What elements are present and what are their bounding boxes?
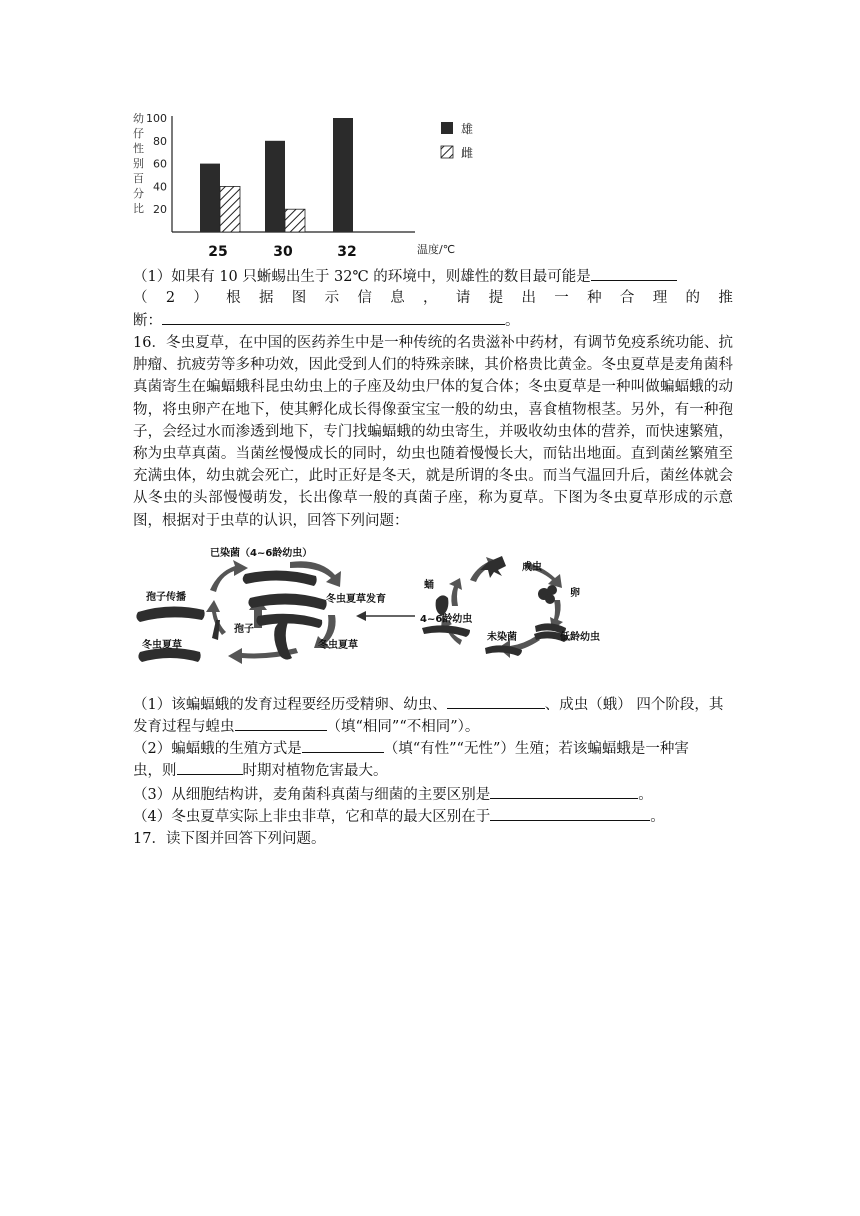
y-tick-label: 60 <box>153 157 167 171</box>
q16-sub2-text-c: 虫，则 <box>133 763 177 779</box>
q15-sub2-char: 信 <box>357 290 372 306</box>
q16-sub2-answer-blank-b[interactable] <box>177 759 243 775</box>
q15-sub2-char: 推 <box>718 290 733 306</box>
y-axis-label-char: 别 <box>133 157 144 170</box>
q15-sub1 <box>133 265 733 288</box>
x-tick-label: 25 <box>208 244 228 260</box>
x-axis-ticks <box>208 244 356 260</box>
q16-sub3-end: 。 <box>638 787 653 803</box>
q16-sub1-text-b: 、成虫（蛾） 四个阶段，其 <box>544 697 724 713</box>
q15-sub2-char: 提 <box>488 290 504 306</box>
q15-sub2-tail <box>133 309 733 332</box>
q15-sub2-char: 合 <box>619 290 635 306</box>
q15-sub2-char: 息 <box>390 290 405 306</box>
q15-sub2-end: 。 <box>505 313 520 329</box>
q15-sub2-char: 根 <box>226 290 241 306</box>
label-spore: 孢子 <box>234 624 254 635</box>
legend-label-male: 雄 <box>461 122 474 136</box>
bar-female-30 <box>285 209 305 232</box>
q16-sub3-text: （3）从细胞结构讲，麦角菌科真菌与细菌的主要区别是 <box>133 787 491 803</box>
q16-sub4 <box>133 805 733 828</box>
label-uninfected: 未染菌 <box>487 632 517 643</box>
y-axis-label-char: 分 <box>133 187 144 200</box>
q16-sub1-answer-blank-b[interactable] <box>235 715 327 731</box>
q16-sub1-line1 <box>133 693 733 716</box>
label-spore-spread: 孢子传播 <box>146 592 186 603</box>
bars <box>200 118 353 232</box>
q16-sub2-line2 <box>133 759 733 782</box>
label-egg: 卵 <box>570 588 580 599</box>
x-tick-label: 32 <box>337 244 357 260</box>
bar-male-32 <box>333 118 353 232</box>
bar-male-30 <box>265 141 285 232</box>
q16-sub2-text-a: （2）蝙蝠蛾的生殖方式是 <box>133 741 302 757</box>
q16-sub4-end: 。 <box>650 809 665 825</box>
diagram-labels <box>142 546 600 651</box>
sex-ratio-bar-chart <box>125 108 485 264</box>
q16-sub3-answer-blank[interactable] <box>490 783 638 799</box>
q15-sub2-char: 示 <box>324 290 340 306</box>
q16-sub3 <box>133 783 733 806</box>
q16-sub1-answer-blank-a[interactable] <box>447 693 545 709</box>
bar-female-25 <box>220 186 240 232</box>
q15-sub2-char: ） <box>193 290 208 306</box>
q15-sub2-char: 出 <box>521 290 536 306</box>
label-cordyceps-right: 冬虫夏草 <box>318 640 358 651</box>
label-infected: 已染菌（4~6龄幼虫） <box>210 548 313 559</box>
q16-sub2-line1 <box>133 737 733 760</box>
y-axis-ticks <box>146 112 167 216</box>
q16-sub4-answer-blank[interactable] <box>490 805 650 821</box>
label-larva-4-6: 4~6龄幼虫 <box>420 614 473 625</box>
q16-sub2-text-d: 时期对植物危害最大。 <box>242 763 388 779</box>
q16-sub1-text-c: 发育过程与蝗虫 <box>133 719 235 735</box>
y-tick-label: 40 <box>153 180 167 194</box>
label-cordyceps-left: 冬虫夏草 <box>142 640 182 651</box>
legend-swatch-female <box>441 146 453 158</box>
connecting-arrow <box>356 611 415 621</box>
q15-sub2 <box>133 287 733 309</box>
bar-male-25 <box>200 164 220 232</box>
y-axis-label <box>133 111 144 215</box>
q16-sub1-text-a: （1）该蝙蝠蛾的发育过程要经历受精卵、幼虫、 <box>133 697 447 713</box>
q15-sub1-answer-blank[interactable] <box>591 265 677 281</box>
q17-prompt: 17．读下图并回答下列问题。 <box>133 831 326 847</box>
y-axis-label-char: 比 <box>133 202 144 215</box>
q15-sub2-char: 一 <box>554 290 569 306</box>
x-tick-label: 30 <box>273 244 293 260</box>
label-adult: 成虫 <box>522 562 542 573</box>
q16-sub1-text-d: （填“相同”“不相同”）。 <box>326 719 480 735</box>
q16-sub2-answer-blank-a[interactable] <box>302 737 384 753</box>
q15-sub2-char: 的 <box>685 290 701 306</box>
label-pupa: 蛹 <box>424 580 434 591</box>
q15-sub2-char: 图 <box>291 290 307 306</box>
q15-sub2-char: 请 <box>455 290 471 306</box>
q15-sub2-char: 种 <box>587 290 602 306</box>
q15-sub2-char: 据 <box>258 290 274 306</box>
y-axis-label-char: 仔 <box>133 127 144 140</box>
q15-sub2-answer-blank[interactable] <box>162 309 505 325</box>
q15-sub2-char: （ <box>133 290 148 306</box>
q16-sub1-line2 <box>133 715 733 738</box>
legend-label-female: 雌 <box>461 146 474 160</box>
q15-sub2-char: 理 <box>652 290 668 306</box>
q15-sub2-char: 2 <box>165 290 176 306</box>
label-development: 冬虫夏草发育 <box>326 594 386 605</box>
y-tick-label: 100 <box>146 112 167 125</box>
q16-paragraph: 16．冬虫夏草，在中国的医药养生中是一种传统的名贵滋补中药材，有调节免疫系统功能、抗肿瘤、抗疲劳等多种功效，因此受到人们的特殊亲睐，其价格贵比黄金。冬虫夏草是麦角菌科真菌寄生在蝙蝠蛾科昆虫幼虫上的子座及幼虫尸体的复合体；冬虫夏草是一种叫做蝙蝠蛾的动物，将虫卵产在地下，使其孵化成长得像蚕宝宝一般的幼虫，喜食植物根茎。另外，有一种孢子，会经过水而渗透到地下，专门找蝙蝠蛾的幼虫寄生，并吸收幼虫体的营养，而快速繁殖，称为虫草真菌。当菌丝慢慢成长的同时，幼虫也随着慢慢长大，而钻出地面。直到菌丝繁殖至充满虫体，幼虫就会死亡，此时正好是冬天，就是所谓的冬虫。而当气温回升后，菌丝体就会从冬虫的头部慢慢萌发，长出像草一般的真菌子座，称为夏草。下图为冬虫夏草形成的示意图，根据对于虫草的认识，回答下列问题： <box>133 335 733 529</box>
label-young-larva: 低龄幼虫 <box>560 632 600 643</box>
y-tick-label: 20 <box>153 203 167 217</box>
y-tick-label: 80 <box>153 134 167 148</box>
y-axis-label-char: 幼 <box>133 112 144 125</box>
x-axis-label: 温度/℃ <box>417 243 456 256</box>
y-axis-label-char: 百 <box>133 172 144 185</box>
q16-sub4-text: （4）冬虫夏草实际上非虫非草，它和草的最大区别在于 <box>133 809 491 825</box>
legend-swatch-male <box>441 122 453 134</box>
chart-legend <box>441 121 473 160</box>
q15-sub2-char: ， <box>423 290 438 306</box>
cordyceps-life-cycle-diagram <box>130 540 730 680</box>
q15-sub1-text: （1）如果有 10 只蜥蜴出生于 32℃ 的环境中，则雄性的数目最可能是 <box>133 269 591 285</box>
y-axis-label-char: 性 <box>133 142 144 155</box>
q15-sub2-prefix: 断： <box>133 313 162 329</box>
q16-sub2-text-b: （填“有性”“无性”）生殖；若该蝙蝠蛾是一种害 <box>383 741 689 757</box>
